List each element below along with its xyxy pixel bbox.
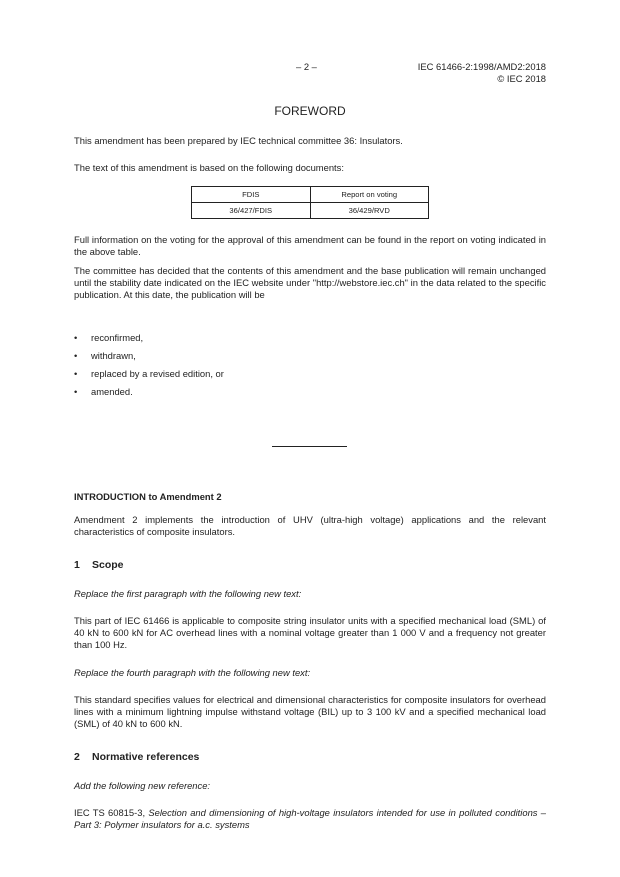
documents-table: [191, 186, 429, 219]
table-header: FDIS: [192, 187, 311, 203]
normative-heading: 2 Normative references: [74, 751, 200, 763]
scope-instruction-2: Replace the fourth paragraph with the following new text:: [74, 667, 311, 678]
doc-id: IEC 61466-2:1998/AMD2:2018: [417, 61, 546, 72]
table-header: Report on voting: [310, 187, 429, 203]
foreword-p3: Full information on the voting for the approval of this amendment can be found in the report on voting indicated in the above table.: [74, 234, 546, 257]
table-row: [192, 203, 429, 219]
page-number: – 2 –: [296, 61, 317, 72]
bullet-icon: •: [74, 350, 78, 361]
table-header-row: [192, 187, 429, 203]
table-cell: 36/429/RVD: [310, 203, 429, 219]
bullet-icon: •: [74, 332, 78, 343]
scope-heading: 1 Scope: [74, 559, 124, 571]
scope-text-2: This standard specifies values for electrical and dimensional characteristics for composite insulators for overhead lines with a minimum lightning impulse withstand voltage (BIL) up to 3 100 kV and a specified mechanical load (SML) of 40 kN to 600 kN.: [74, 694, 546, 729]
foreword-p2: The text of this amendment is based on the following documents:: [74, 162, 344, 173]
table-cell: 36/427/FDIS: [192, 203, 311, 219]
doc-header: [418, 61, 546, 85]
copyright: © IEC 2018: [497, 73, 546, 84]
introduction-title: INTRODUCTION to Amendment 2: [74, 491, 222, 502]
foreword-title: FOREWORD: [274, 104, 346, 118]
foreword-p1: This amendment has been prepared by IEC technical committee 36: Insulators.: [74, 135, 403, 146]
scope-text-1: This part of IEC 61466 is applicable to composite string insulator units with a specified mechanical load (SML) of 40 kN to 600 kN for AC overhead lines with a nominal voltage greater than 1 000 V and a frequency not greater than 100 Hz.: [74, 615, 546, 650]
normative-reference: IEC TS 60815-3, Selection and dimensioning of high-voltage insulators intended for use in polluted conditions – Part 3: Polymer insulators for a.c. systems: [74, 807, 546, 830]
normative-instruction: Add the following new reference:: [74, 780, 211, 791]
foreword-p4: The committee has decided that the contents of this amendment and the base publication will remain unchanged until the stability date indicated on the IEC website under "http://webstore.iec.ch" in the data related to the specific publication. At this date, the publication will be: [74, 265, 546, 300]
introduction-text: Amendment 2 implements the introduction of UHV (ultra-high voltage) applications and the relevant characteristics of composite insulators.: [74, 514, 546, 537]
document-page: – 2 – IEC 61466-2:1998/AMD2:2018 © IEC 2018 FOREWORD This amendment has been prepared by IEC technical committee 36: Insulators. The text of this amendment is based on the following documents: FDIS Report on voting 36/427/FDIS 36/429/RVD Full information on the voting for the approval of this amendment can be found in the report on voting indicated in the above table. The committee has decided that the contents of this amendment and the base publication will remain unchanged until the stability date indicated on the IEC website under "http://webstore.iec.ch" in the data related to the specific publication. At this date, the publication will be • reconfirmed, • withdrawn, • replaced by a revised edition, or • amended. INTRODUCTION to Amendment 2 Amendment 2 implements the introduction of UHV (ultra-high voltage) applications and the relevant characteristics of composite insulators. 1 Scope Replace the first paragraph with the following new text: This part of IEC 61466 is applicable to composite string insulator units with a specified mechanical load (SML) of 40 kN to 600 kN for AC overhead lines with a nominal voltage greater than 1 000 V and a frequency not greater than 100 Hz. Replace the fourth paragraph with the following new text: This standard specifies values for electrical and dimensional characteristics for composite insulators for overhead lines with a minimum lightning impulse withstand voltage (BIL) up to 3 100 kV and a specified mechanical load (SML) of 40 kN to 600 kN. 2 Normative references Add the following new reference: IEC TS 60815-3, Selection and dimensioning of high-voltage insulators intended for use in polluted conditions – Part 3: Polymer insulators for a.c. systems: [0, 0, 620, 877]
bullet-icon: •: [74, 386, 78, 397]
bullet-icon: •: [74, 368, 78, 379]
scope-instruction-1: Replace the first paragraph with the following new text:: [74, 588, 302, 599]
separator: [272, 446, 347, 447]
